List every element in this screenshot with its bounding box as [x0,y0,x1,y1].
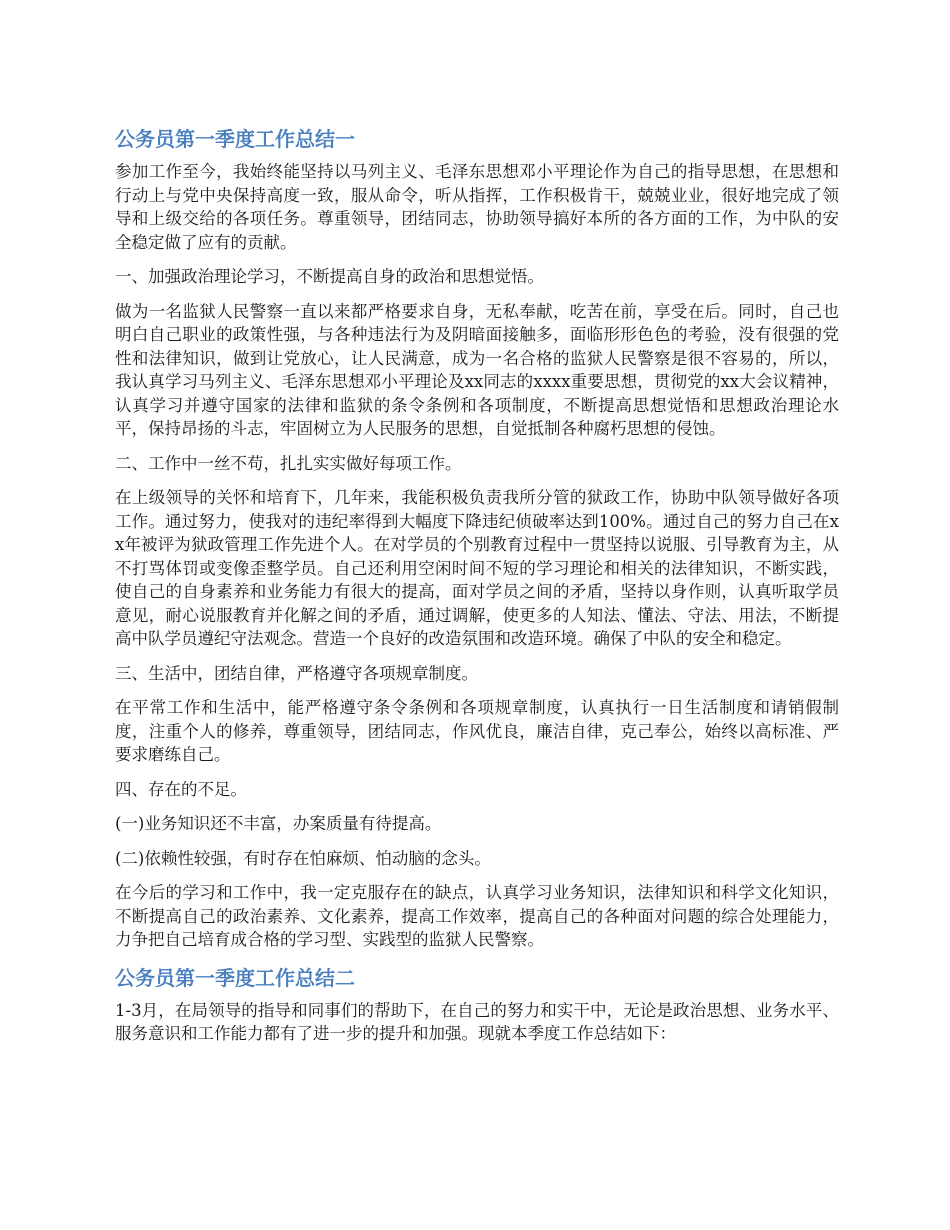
paragraph-summary-2: 1-3月，在局领导的指导和同事们的帮助下，在自己的努力和实干中，无论是政治思想、业务水平、服务意识和工作能力都有了进一步的提升和加强。现就本季度工作总结如下： [115,1000,839,1043]
paragraph-life: 在平常工作和生活中，能严格遵守条令条例和各项规章制度，认真执行一日生活制度和请销假制度，注重个人的修养，尊重领导，团结同志，作风优良，廉洁自律，克己奉公，始终以高标准、严要求磨练自己。 [115,698,839,764]
paragraph-intro: 参加工作至今，我始终能坚持以马列主义、毛泽东思想邓小平理论作为自己的指导思想，在思想和行动上与党中央保持高度一致，服从命令，听从指挥，工作积极肯干，兢兢业业，很好地完成了领导和上级交给的各项任务。尊重领导，团结同志，协助领导搞好本所的各方面的工作，为中队的安全稳定做了应有的贡献。 [115,162,839,252]
section-title-1: 公务员第一季度工作总结一 [115,127,355,151]
document-body [115,124,839,1057]
section-title-2: 公务员第一季度工作总结二 [115,965,355,990]
paragraph-future: 在今后的学习和工作中，我一定克服存在的缺点，认真学习业务知识，法律知识和科学文化知识，不断提高自己的政治素养、文化素养，提高工作效率，提高自己的各种面对问题的综合处理能力，力争把自己培育成合格的学习型、实践型的监狱人民警察。 [115,883,839,949]
subheading-3: 三、生活中，团结自律，严格遵守各项规章制度。 [115,663,478,683]
list-item-shortcoming-1: (一)业务知识还不丰富，办案质量有待提高。 [115,814,442,833]
paragraph-political-study: 做为一名监狱人民警察一直以来都严格要求自身，无私奉献，吃苦在前，享受在后。同时，自己也明白自己职业的政策性强，与各种违法行为及阴暗面接触多，面临形形色色的考验，没有很强的党性和法律知识，做到让党放心，让人民满意，成为一名合格的监狱人民警察是很不容易的，所以，我认真学习马列主义、毛泽东思想邓小平理论及xx同志的xxxx重要思想，贯彻党的xx大会议精神，认真学习并遵守国家的法律和监狱的条令条例和各项制度，不断提高思想觉悟和思想政治理论水平，保持昂扬的斗志，牢固树立为人民服务的思想，自觉抵制各种腐朽思想的侵蚀。 [115,301,839,438]
paragraph-work: 在上级领导的关怀和培育下，几年来，我能积极负责我所分管的狱政工作，协助中队领导做好各项工作。通过努力，使我对的违纪率得到大幅度下降违纪侦破率达到100%。通过自己的努力自己在xx年被评为狱政管理工作先进个人。在对学员的个别教育过程中一贯坚持以说服、引导教育为主，从不打骂体罚或变像歪整学员。自己还利用空闲时间不短的学习理论和相关的法律知识，不断实践，使自己的自身素养和业务能力有很大的提高，面对学员之间的矛盾，坚持以身作则，认真听取学员意见，耐心说服教育并化解之间的矛盾，通过调解，使更多的人知法、懂法、守法、用法，不断提高中队学员遵纪守法观念。营造一个良好的改造氛围和改造环境。确保了中队的安全和稳定。 [115,488,839,648]
subheading-1: 一、加强政治理论学习，不断提高自身的政治和思想觉悟。 [115,267,544,286]
subheading-4: 四、存在的不足。 [115,779,247,799]
list-item-shortcoming-2: (二)依赖性较强，有时存在怕麻烦、怕动脑的念头。 [115,848,491,868]
subheading-2: 二、工作中一丝不苟，扎扎实实做好每项工作。 [115,453,462,473]
